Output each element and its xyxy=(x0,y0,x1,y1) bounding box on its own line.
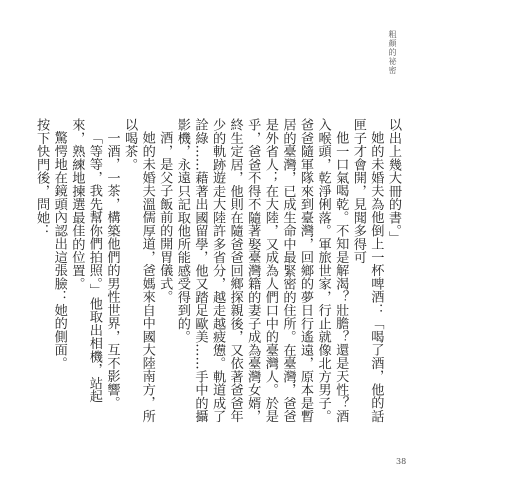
paragraph-3: 他一口氣喝乾。不知是解渴？壯膽？還是天性？酒入喉頭，乾淨俐落。軍旅世家，行止就像北方男子。爸爸隨軍隊來到臺灣，回鄉的夢日行遙遠，原本是暫居的臺灣，已成生命中最緊密的住所。在臺灣，爸爸是外省人；在大陸，又成為人們口中的臺灣人。於是乎，爸爸不得不隨著娶臺灣籍的妻子成為臺灣女婿，終生定居，他則在隨爸爸回鄉探親後，又依著爸爸年少的軌跡遊走大陸許多省分，越走越疲憊。軌道成了詮綠……藉著出國留學，他又踏足歐美……手中的攝影機，永遠只記取他所能感受得到的。 xyxy=(174,118,349,423)
paragraph-8: 驚愕地在鏡頭內認出這張臉：她的側面。 xyxy=(51,131,67,370)
paragraph-9: 按下快門後，問她： xyxy=(34,118,50,238)
paragraph-6: 一酒，一茶，構築他們的男性世界，互不影響。 xyxy=(104,131,120,410)
paragraph-4: 酒，是父子飯前的開胃儀式。 xyxy=(157,131,173,304)
page-number: 38 xyxy=(396,457,407,466)
paragraph-7: 「等等，我先幫你們拍照。」他取出相機，站起來，熟練地揀選最佳的位置。 xyxy=(69,118,102,403)
paragraph-2: 她的未婚夫為他倒上一杯啤酒：「喝了酒，他的話匣子才會開，見聞多得可 xyxy=(350,118,384,423)
running-header: 粗顏的祕密 xyxy=(388,30,397,75)
paragraph-5: 她的未婚夫溫儒厚道，爸媽來自中國大陸南方，所以喝茶。 xyxy=(122,118,155,423)
paragraph-1: 以出上幾大冊的書。」 xyxy=(386,118,401,244)
body-text xyxy=(33,118,402,424)
